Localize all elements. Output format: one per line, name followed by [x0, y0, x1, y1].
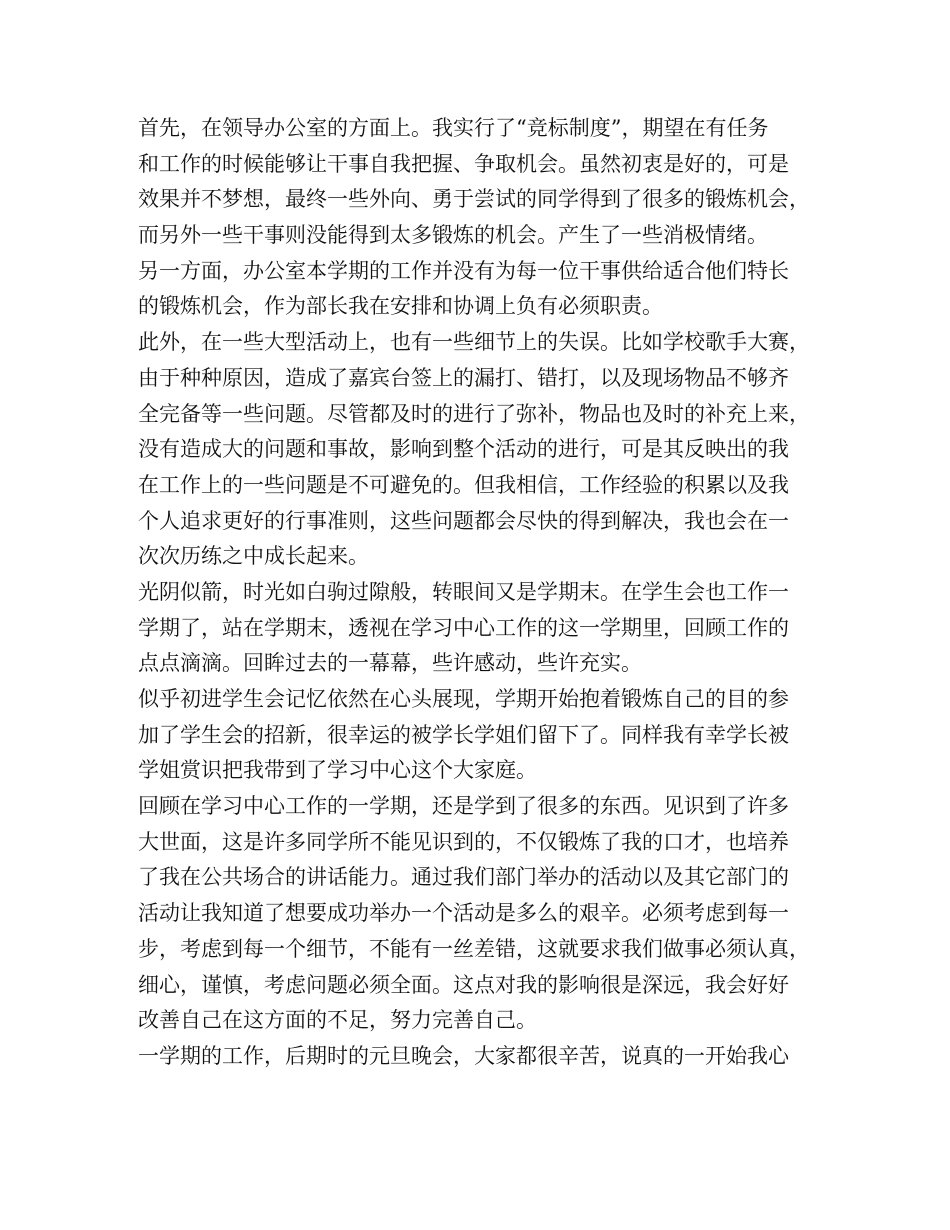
text-line: 此外，在一些大型活动上，也有一些细节上的失误。比如学校歌手大赛，: [138, 330, 810, 355]
text-line: 的锻炼机会，作为部长我在安排和协调上负有必须职责。: [138, 294, 663, 319]
text-line: 活动让我知道了想要成功举办一个活动是多么的艰辛。必须考虑到每一: [138, 901, 789, 926]
text-line: 另一方面，办公室本学期的工作并没有为每一位干事供给适合他们特长: [138, 258, 789, 283]
text-line: 首先，在领导办公室的方面上。我实行了“竞标制度”，期望在有任务: [138, 116, 769, 140]
text-line: 次次历练之中成长起来。: [138, 544, 369, 569]
text-line: 光阴似箭，时光如白驹过隙般，转眼间又是学期末。在学生会也工作一: [138, 579, 789, 604]
text-line: 了我在公共场合的讲话能力。通过我们部门举办的活动以及其它部门的: [138, 865, 789, 890]
document-text-body: [138, 111, 828, 1075]
text-line: 全完备等一些问题。尽管都及时的进行了弥补，物品也及时的补充上来，: [138, 401, 810, 426]
text-line: 学姐赏识把我带到了学习中心这个大家庭。: [138, 758, 537, 783]
text-line: 点点滴滴。回眸过去的一幕幕，些许感动，些许充实。: [138, 651, 642, 676]
text-line: 和工作的时候能够让干事自我把握、争取机会。虽然初衷是好的，可是: [138, 151, 789, 176]
text-line: 大世面，这是许多同学所不能见识到的，不仅锻炼了我的口才，也培养: [138, 829, 789, 854]
text-line: 加了学生会的招新，很幸运的被学长学姐们留下了。同样我有幸学长被: [138, 722, 789, 747]
text-line: 似乎初进学生会记忆依然在心头展现，学期开始抱着锻炼自己的目的参: [138, 687, 789, 711]
text-line: 在工作上的一些问题是不可避免的。但我相信，工作经验的积累以及我: [138, 472, 789, 497]
text-line: 效果并不梦想，最终一些外向、勇于尝试的同学得到了很多的锻炼机会，: [138, 187, 810, 212]
text-line: 步，考虑到每一个细节，不能有一丝差错，这就要求我们做事必须认真，: [138, 936, 810, 961]
text-line: 而另外一些干事则没能得到太多锻炼的机会。产生了一些消极情绪。: [138, 223, 768, 248]
text-line: 个人追求更好的行事准则，这些问题都会尽快的得到解决，我也会在一: [138, 508, 789, 533]
text-line: 一学期的工作，后期时的元旦晚会，大家都很辛苦，说真的一开始我心: [138, 1043, 789, 1068]
text-line: 学期了，站在学期末，透视在学习中心工作的这一学期里，回顾工作的: [138, 615, 789, 640]
text-line: 改善自己在这方面的不足，努力完善自己。: [138, 1008, 537, 1033]
text-line: 没有造成大的问题和事故，影响到整个活动的进行，可是其反映出的我: [138, 437, 789, 462]
text-line: 由于种种原因，造成了嘉宾台签上的漏打、错打，以及现场物品不够齐: [138, 365, 789, 390]
text-line: 细心，谨慎，考虑问题必须全面。这点对我的影响很是深远，我会好好: [138, 972, 789, 997]
text-line: 回顾在学习中心工作的一学期，还是学到了很多的东西。见识到了许多: [138, 794, 789, 819]
